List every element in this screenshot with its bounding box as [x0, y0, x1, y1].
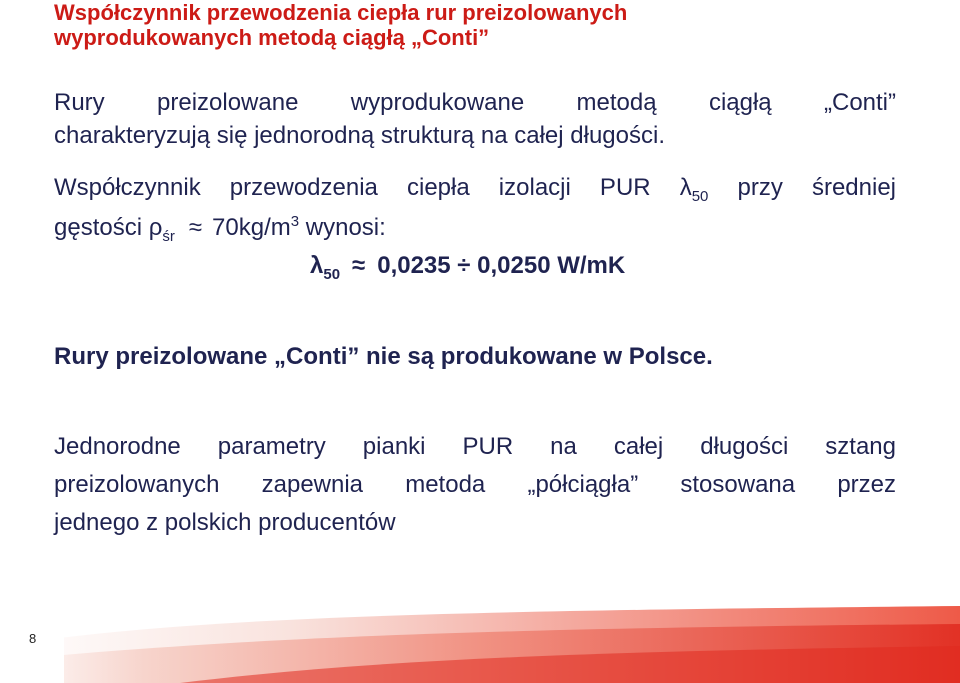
formula-subscript: 50 [323, 265, 341, 283]
paragraph-2-text-e: wynosi: [299, 214, 386, 241]
paragraph-not-produced-in-poland: Rury preizolowane „Conti” nie są produkowane w Polsce. [54, 343, 713, 370]
paragraph-2-text-c: gęstości ρ [54, 214, 163, 241]
slide-title-line-2: wyprodukowanych metodą ciągłą „Conti” [54, 25, 490, 50]
paragraph-2-line-1 [54, 168, 896, 208]
paragraph-conti-structure [54, 86, 896, 152]
conductivity-formula [310, 252, 626, 283]
page-number-box [0, 612, 64, 683]
slide-title [54, 0, 627, 50]
paragraph-semi-continuous [54, 428, 896, 542]
paragraph-4-line-2: preizolowanych zapewnia metoda „półciągła” stosowana przez [54, 471, 896, 498]
footer-wave-graphic [0, 606, 960, 683]
paragraph-1-line-2: charakteryzują się jednorodną strukturą na całej długości. [54, 122, 666, 149]
paragraph-4-line-3: jednego z polskich producentów [54, 509, 396, 536]
paragraph-4-line-1: Jednorodne parametry pianki PUR na całej długości sztang [54, 433, 896, 460]
formula-approx-symbol: ≈ [352, 252, 366, 279]
cubic-superscript: 3 [290, 213, 300, 230]
paragraph-2-text-b: przy średniej [708, 174, 896, 201]
page-number: 8 [29, 631, 37, 646]
formula-lambda: λ [310, 252, 324, 279]
paragraph-2-text-a: Współczynnik przewodzenia ciepła izolacji PUR λ [54, 174, 692, 201]
paragraph-conductivity [54, 168, 896, 248]
formula-value: 0,0235 ÷ 0,0250 W/mK [377, 252, 626, 279]
rho-subscript: śr [162, 227, 175, 245]
slide-title-line-1: Współczynnik przewodzenia ciepła rur preizolowanych [54, 0, 628, 25]
paragraph-2-text-d: 70kg/m [212, 214, 291, 241]
paragraph-1-line-1: Rury preizolowane wyprodukowane metodą ciągłą „Conti” [54, 89, 896, 116]
footer-decorative-band [0, 606, 960, 683]
lambda-subscript: 50 [691, 187, 709, 205]
approx-symbol: ≈ [188, 214, 203, 241]
paragraph-2-line-2 [54, 208, 896, 248]
